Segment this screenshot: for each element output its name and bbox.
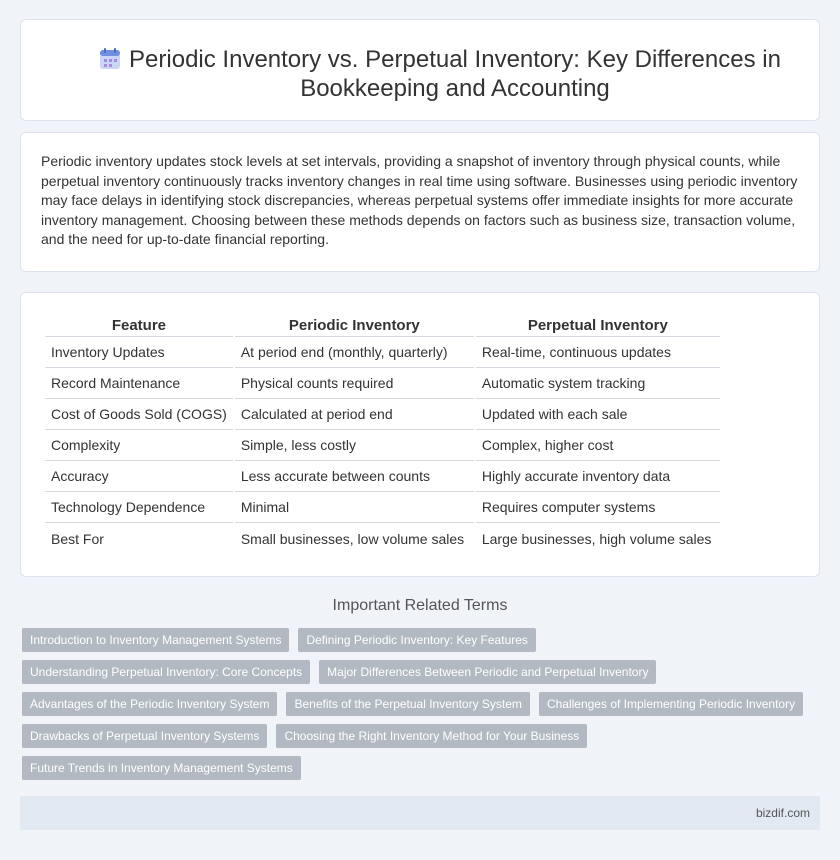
related-terms-list [22, 628, 812, 788]
table-cell: Highly accurate inventory data [476, 461, 720, 492]
table-cell: Large businesses, high volume sales [481, 530, 712, 547]
table-cell: Complexity [45, 430, 233, 461]
table-cell: Less accurate between counts [235, 461, 474, 492]
table-cell: Physical counts required [235, 368, 474, 399]
comparison-table [43, 314, 722, 554]
related-term-tag[interactable]: Introduction to Inventory Management Systems [22, 628, 289, 652]
table-row [45, 523, 720, 554]
table-cell: Calculated at period end [235, 399, 474, 430]
table-cell: Accuracy [45, 461, 233, 492]
column-header: Periodic Inventory [235, 314, 474, 337]
table-cell: Cost of Goods Sold (COGS) [45, 399, 233, 430]
comparison-card [20, 292, 820, 577]
related-terms-title: Important Related Terms [332, 597, 508, 614]
table-row [45, 430, 720, 461]
table-cell: Updated with each sale [476, 399, 720, 430]
table-cell: Automatic system tracking [476, 368, 720, 399]
footer [20, 796, 820, 830]
related-term-tag[interactable]: Future Trends in Inventory Management Systems [22, 756, 301, 780]
table-cell: Minimal [235, 492, 474, 523]
title-card [20, 19, 820, 121]
intro-card [20, 132, 820, 272]
table-cell: Inventory Updates [45, 337, 233, 368]
related-term-tag[interactable]: Major Differences Between Periodic and Perpetual Inventory [319, 660, 656, 684]
page-title: Periodic Inventory vs. Perpetual Inventory: Key Differences in Bookkeeping and Accounting [129, 46, 781, 102]
table-header-row [45, 314, 720, 337]
table-cell: Technology Dependence [45, 492, 233, 523]
tag-row [22, 660, 812, 684]
tag-row [22, 692, 812, 716]
table-cell: Complex, higher cost [476, 430, 720, 461]
table-cell: Record Maintenance [45, 368, 233, 399]
intro-paragraph: Periodic inventory updates stock levels at set intervals, providing a snapshot of inventory through physical counts, while perpetual inventory continuously tracks inventory changes in real time using software. Businesses using periodic inventory may face delays in identifying stock discrepancies, whereas perpetual systems offer immediate insights for more accurate inventory management. Choosing between these methods depends on factors such as business size, transaction volume, and the need for up-to-date financial reporting. [41, 153, 798, 247]
table-cell: Best For [51, 530, 104, 547]
related-term-tag[interactable]: Choosing the Right Inventory Method for Your Business [276, 724, 587, 748]
tag-row [22, 724, 812, 748]
related-term-tag[interactable]: Drawbacks of Perpetual Inventory Systems [22, 724, 267, 748]
tag-row [22, 628, 812, 652]
table-cell: Real-time, continuous updates [476, 337, 720, 368]
related-term-tag[interactable]: Advantages of the Periodic Inventory System [22, 692, 277, 716]
table-cell: Requires computer systems [476, 492, 720, 523]
tag-row [22, 756, 812, 780]
table-row [45, 368, 720, 399]
related-term-tag[interactable]: Benefits of the Perpetual Inventory System [286, 692, 529, 716]
table-row [45, 461, 720, 492]
table-cell: Simple, less costly [235, 430, 474, 461]
column-header: Feature [45, 314, 233, 337]
footer-site-link[interactable]: bizdif.com [755, 806, 810, 820]
table-row [45, 492, 720, 523]
table-row [45, 337, 720, 368]
table-row [45, 399, 720, 430]
related-term-tag[interactable]: Challenges of Implementing Periodic Inventory [539, 692, 803, 716]
table-cell: At period end (monthly, quarterly) [235, 337, 474, 368]
related-term-tag[interactable]: Defining Periodic Inventory: Key Features [298, 628, 535, 652]
column-header: Perpetual Inventory [476, 314, 720, 337]
related-term-tag[interactable]: Understanding Perpetual Inventory: Core Concepts [22, 660, 310, 684]
table-cell: Small businesses, low volume sales [240, 530, 465, 547]
